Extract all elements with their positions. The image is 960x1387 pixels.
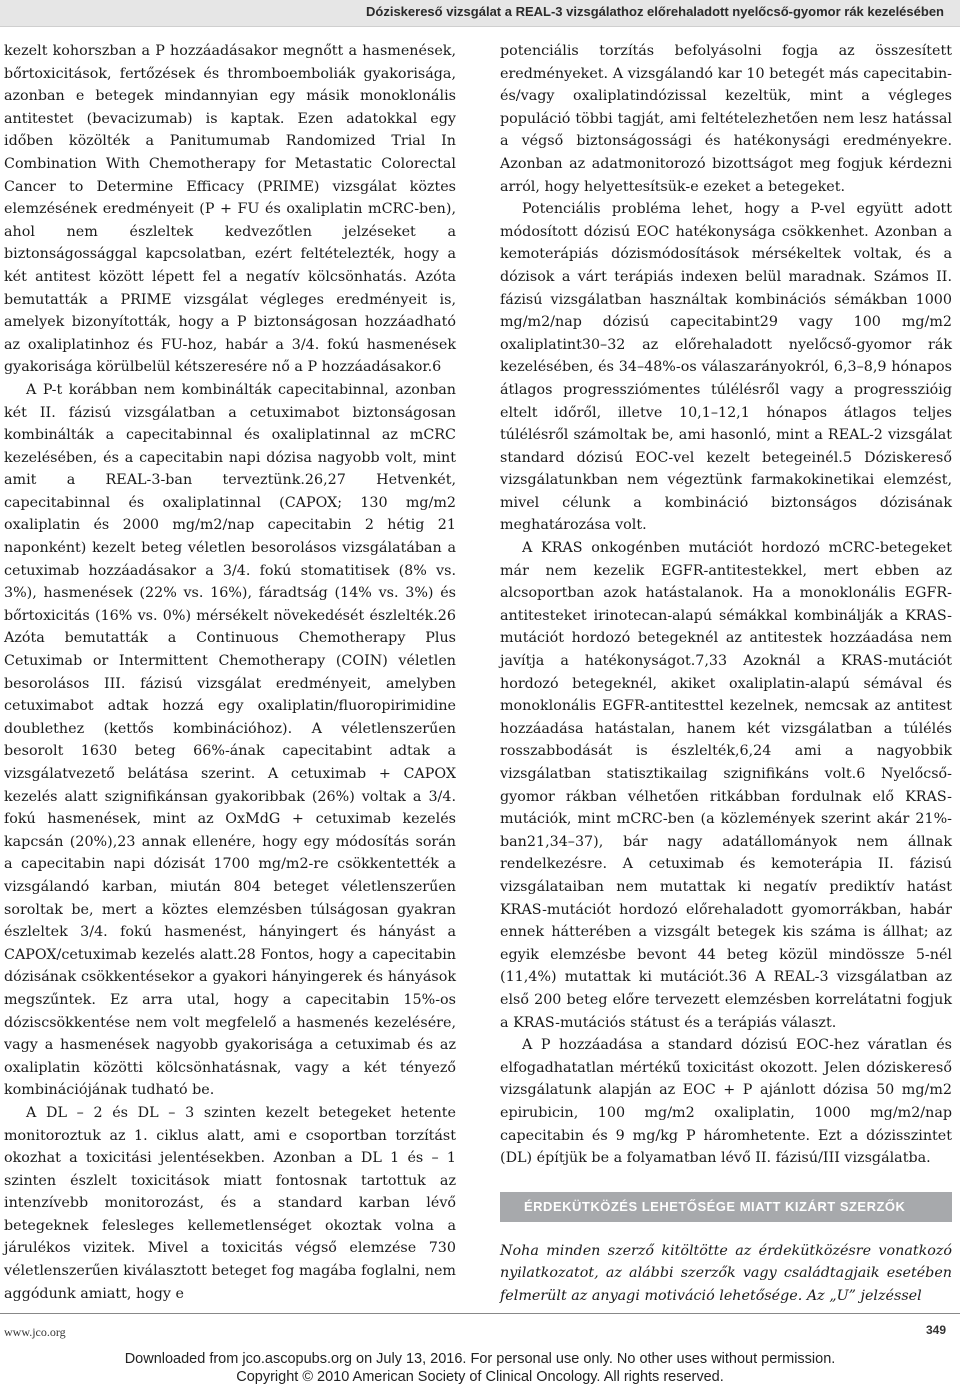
download-notice: Downloaded from jco.ascopubs.org on July 13, 2016. For personal use only. No other uses without permission. [124, 1351, 836, 1367]
paragraph: A DL – 2 és DL – 3 szinten kezelt betegeket hetente monitoroztuk az 1. ciklus alatt, ami e csoportban torzítást okozhat a toxicitási jelentésekben. Azonban a DL 1 és – 1 szinten észlelt toxicitások miatt fontosnak tartottuk az intenzívebb monitorozást, és a standard karban lévő betegeknek felesleges kellemetlenséget okoztak volna a járulékos vizitek. Mivel a toxicitás végső elemzése 730 véletlenszerűen kiválasztott beteget fog magába foglalni, nem aggódunk amiatt, hogy e [4, 1104, 456, 1302]
footer-divider [0, 1313, 960, 1314]
copyright-notice: Copyright © 2010 American Society of Clinical Oncology. All rights reserved. [236, 1369, 724, 1385]
running-title: Dóziskereső vizsgálat a REAL-3 vizsgálathoz előrehaladott nyelőcső-gyomor rák kezelésében [366, 4, 944, 19]
page-number: 349 [925, 1323, 946, 1337]
paragraph: kezelt kohorszban a P hozzáadásakor megnőtt a hasmenések, bőrtoxicitások, fertőzések és thromboemboliák gyakorisága, azonban e betegek mindannyian egy másik monoklonális antitestet (bevacizumab) is kaptak. Ezen adatokkal egy időben közölték a Panitumumab Randomized Trial In Combination With Chemotherapy for Metastatic Colorectal Cancer to Determine Efficacy (PRIME) vizsgálat köztes elemzésének eredményeit (P + FU és oxaliplatin mCRC-ben), ahol nem észleltek kedvezőtlen jelzéseket a biztonságossággal kapcsolatban, ezért feltételezték, hogy a két antitest között lépett fel a negatív kölcsönhatás. Azóta bemutatták a PRIME vizsgálat végleges eredményeit is, amelyek bizonyították, hogy a P biztonságosan hozzáadható az oxaliplatinhoz és FU-hoz, habár a 3/4. fokú hasmenések gyakorisága körülbelül kétszeresére nő a P hozzáadásakor.6 [4, 43, 456, 376]
paragraph: A KRAS onkogénben mutációt hordozó mCRC-betegeket már nem kezelik EGFR-antitestekkel, mert ebben az alcsoportban azok hatástalanok. Ha a monoklonális EGFR-antitesteket irinotecan-alapú sémákkal kombinálják a KRAS-mutációt hordozó betegeknél az antitestek hozzáadása nem javítja a hatékonyságot.7,33 Azoknál a KRAS-mutációt hordozó betegeknél, akiket oxaliplatin-alapú sémával és monoklonális EGFR-antitesttel kezelnek, nemcsak az antitest hozzáadása hatástalan, hanem két vizsgálatban a túlélés rosszabbodását is észlelték,6,24 ami a nagyobbik vizsgálatban statisztikailag szignifikáns volt.6 Nyelőcső-gyomor rákban vélhetően ritkábban fordulnak elő KRAS-mutációk, mint mCRC-ben (a közlemények szerint akár 21%-ban21,34–37), bár nagy adatállományok nem állnak rendelkezésre. A cetuximab és kemoterápia II. fázisú vizsgálataiban nem mutattak ki negatív prediktív hatást KRAS-mutációt hordozó előrehaladott gyomorrákban, habár ennek hátterében a vizsgált betegek kis száma is állhat; az egyik elemzésbe bevont 44 beteg közül mindössze 5-nél (11,4%) mutattak ki mutációt.36 A REAL-3 vizsgálatban az első 200 beteg előre tervezett elemzésben korrelátatni fogjuk a KRAS-mutációs státust és a terápiás választ. [500, 540, 952, 1031]
paragraph: potenciális torzítás befolyásolni fogja az összesített eredményeket. A vizsgálandó kar 10 betegét más capecitabin- és/vagy oxaliplatindózissal kezeltük, mint a végleges populáció többi tagját, ami feltételezhetően nem lesz hatással a végső biztonságossági és hatékonysági eredményekre. Azonban az adatmonitorozó bizottságot meg fogjuk kérdezni arról, hogy helyettesítsük-e ezeket a betegeket. [500, 43, 952, 195]
running-header [0, 0, 960, 27]
right-column [500, 40, 952, 1307]
journal-url: www.jco.org [4, 1325, 66, 1339]
paragraph: A P hozzáadása a standard dózisú EOC-hez váratlan és elfogadhatatlan mértékű toxicitást okozott. Jelen dóziskereső vizsgálatunk alapján az EOC + P ajánlott dózisa 50 mg/m2 epirubicin, 100 mg/m2 oxaliplatin, 1000 mg/m2/nap capecitabin és 9 mg/kg P háromhetente. Ezt a dózisszintet (DL) építjük be a folyamatban lévő II. fázisú/III vizsgálatba. [500, 1037, 952, 1167]
paragraph: Noha minden szerző kitöltötte az érdekütközésre vonatkozó nyilatkozatot, az alábbi szerzők vagy családtagjaik esetében felmerült az anyagi motiváció lehetősége. Az „U” jelzéssel [500, 1242, 952, 1304]
paragraph: A P-t korábban nem kombinálták capecitabinnal, azonban két II. fázisú vizsgálatban a cetuximabot biztonságosan kombinálták a capecitabinnal és oxaliplatinnal az mCRC kezelésében, és a capecitabin napi dózisa nagyobb volt, mint amit a REAL-3-ban terveztünk.26,27 Hetvenkét, capecitabinnal és oxaliplatinnal (CAPOX; 130 mg/m2 oxaliplatin és 2000 mg/m2/nap capecitabin 2 hétig 21 naponként) kezelt beteg véletlen besorolásos vizsgálatában a cetuximab hozzáadásakor a 3/4. fokú stomatitisek (8% vs. 3%), hasmenések (22% vs. 16%), fáradtság (14% vs. 3%) és bőrtoxicitás (16% vs. 0%) mérsékelt növekedését észlelték.26 Azóta bemutatták a Continuous Chemotherapy Plus Cetuximab or Intermittent Chemotherapy (COIN) véletlen besorolásos III. fázisú vizsgálat eredményeit, amelyben cetuximabot adtak hozzá egy oxaliplatin/fluoropirimidine doublethez (kettős kombinációhoz). A véletlenszerűen besorolt 1630 beteg 66%-ának capecitabint adtak a vizsgálatvezető belátása szerint. A cetuximab + CAPOX kezelés alatt szignifikánsan gyakoribbak (26%) voltak a 3/4. fokú hasmenések, mint az OxMdG + cetuximab kezelés kapcsán (20%),23 annak ellenére, hogy egy módosítás során a capecitabin napi dózisát 1700 mg/m2-re csökkentették a vizsgálandó karban, miután 804 beteget véletlenszerűen soroltak be, mert a köztes elemzésben túlságosan gyakran észleltek 3/4. fokú hasmenést, hányingert és hányást a CAPOX/cetuximab kezelés alatt.28 Fontos, hogy a capecitabin dózisának csökkentésekor a gyakori hányingerek és hányások megszűntek. Ez arra utal, hogy a capecitabin 15%-os dóziscsökkentése nem volt megfelelő a hasmenés kezelésére, vagy a hasmenések nagyobb gyakorisága a cetuximab és az oxaliplatin közötti kölcsönhatásnak, vagy a két tényező kombinációjának tudható be. [4, 381, 456, 1099]
paragraph: Potenciális probléma lehet, hogy a P-vel együtt adott módosított dózisú EOC hatékonysága csökkenhet. Azonban a kemoterápiás dózismódosítások mérsékeltek voltak, és a dózisok a várt terápiás indexen belül maradnak. Számos II. fázisú vizsgálatban használtak kombinációs sémákban 1000 mg/m2/nap dózisú capecitabint29 vagy 100 mg/m2 oxaliplatint30–32 az előrehaladott nyelőcső-gyomor rák kezelésében, és 34–48%-os válaszarányokról, 6,3–8,9 hónapos átlagos progressziómentes túlélésről vagy a progresszióig eltelt időről, illetve 10,1–12,1 hónapos átlagos teljes túlélésről számoltak be, ami hasonló, mint a REAL-2 vizsgálat standard dózisú EOC-vel kezelt betegeinél.5 Dóziskereső vizsgálatunkban nem végeztünk farmakokinetikai elemzést, mivel célunk a kombináció biztonságos dózisának meghatározása volt. [500, 201, 952, 534]
section-heading: ÉRDEKÜTKÖZÉS LEHETŐSÉGE MIATT KIZÁRT SZERZŐK [500, 1192, 952, 1222]
left-column [4, 40, 456, 1305]
